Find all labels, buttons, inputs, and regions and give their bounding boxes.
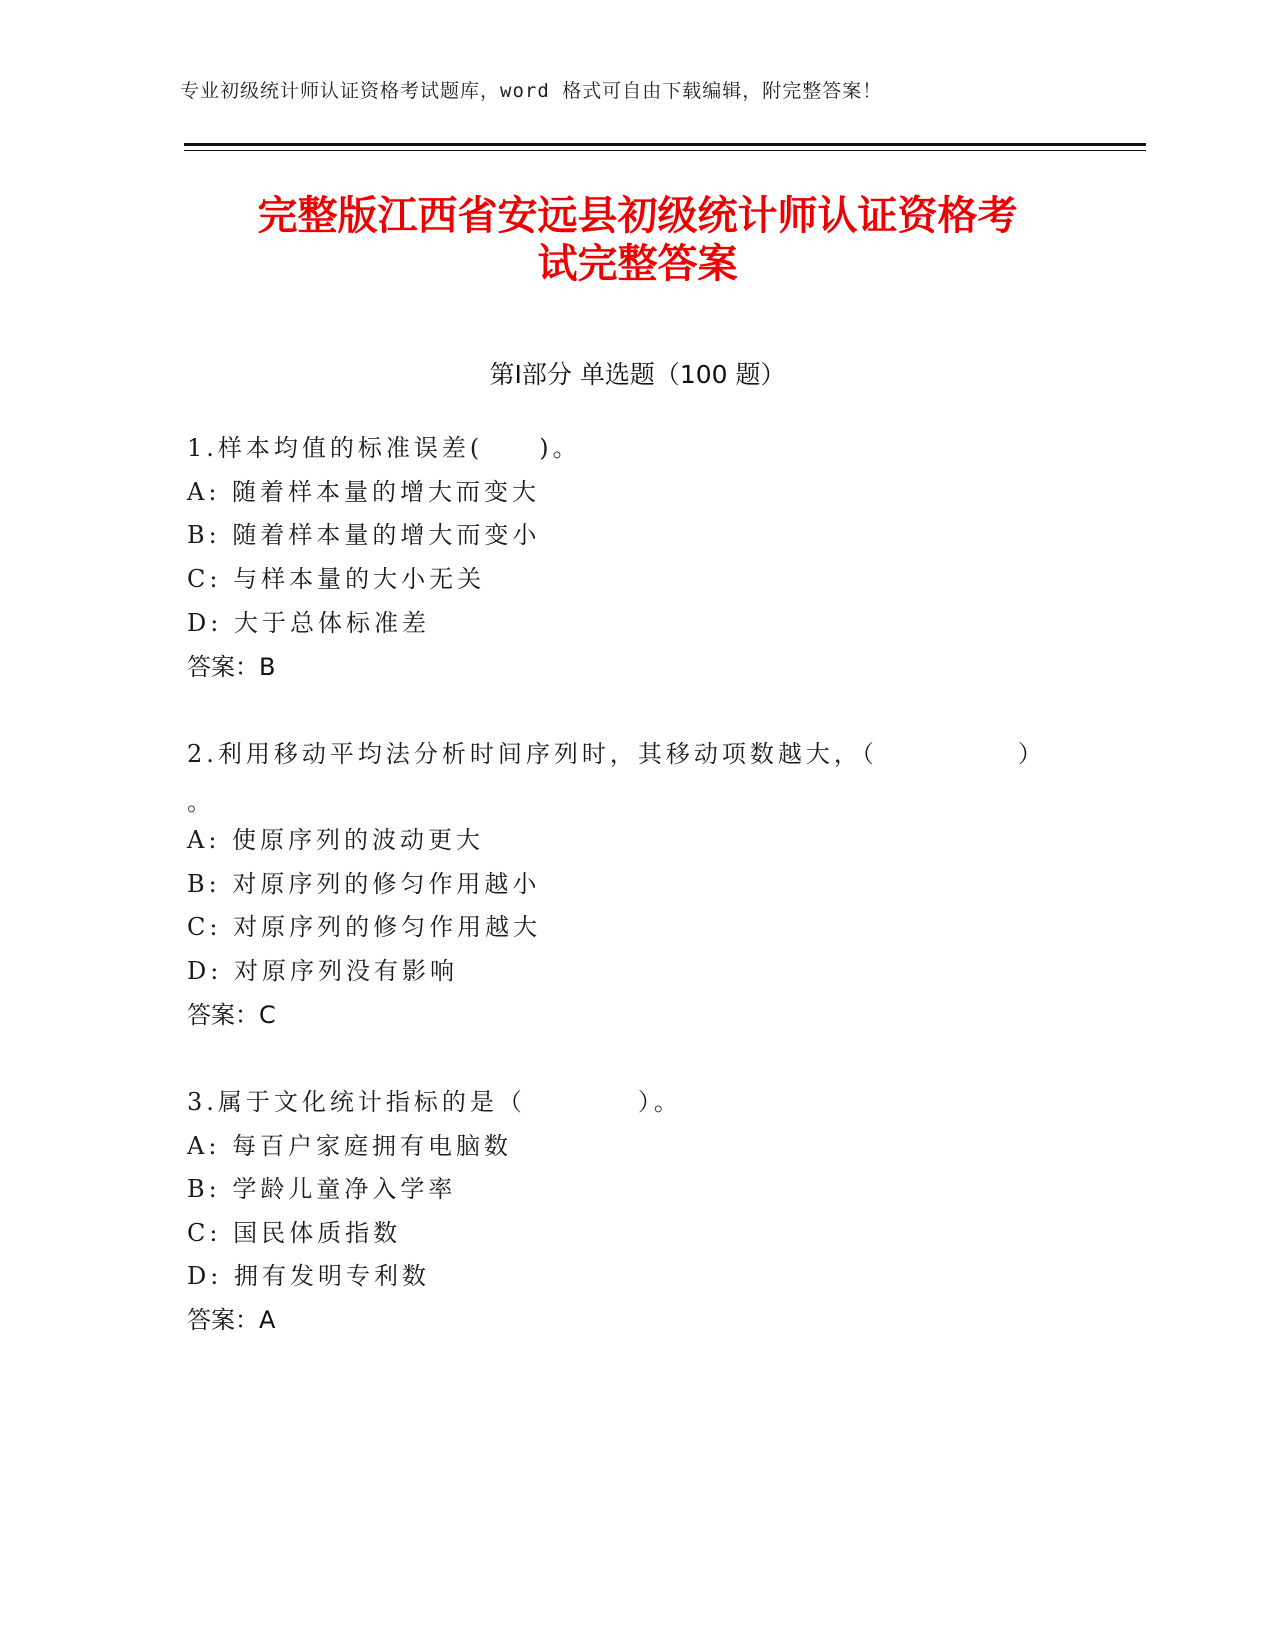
question-2-stem-cont: 。 xyxy=(187,788,215,816)
question-3-stem: 3.属于文化统计指标的是（ ）。 xyxy=(187,1088,682,1116)
section-heading: 第Ⅰ部分 单选题（100 题） xyxy=(489,360,786,389)
question-3-answer: 答案：A xyxy=(187,1306,276,1334)
question-1-stem: 1.样本均值的标准误差( )。 xyxy=(187,434,581,462)
question-3-option-b: B: 学龄儿童净入学率 xyxy=(187,1175,457,1203)
question-1-option-b: B: 随着样本量的增大而变小 xyxy=(187,521,541,549)
question-2-stem: 2.利用移动平均法分析时间序列时，其移动项数越大，（ ） xyxy=(187,740,1046,768)
question-3-option-a: A: 每百户家庭拥有电脑数 xyxy=(187,1132,513,1160)
title-line-2: 试完整答案 xyxy=(537,241,738,287)
header-rule-thick xyxy=(184,143,1146,146)
question-2-answer: 答案：C xyxy=(187,1001,276,1029)
question-1-option-c: C: 与样本量的大小无关 xyxy=(187,565,486,593)
question-3-option-c: C: 国民体质指数 xyxy=(187,1219,402,1247)
question-1-answer: 答案：B xyxy=(187,653,276,681)
question-2-option-a: A: 使原序列的波动更大 xyxy=(187,826,485,854)
question-2-option-d: D: 对原序列没有影响 xyxy=(187,957,458,985)
question-2-option-b: B: 对原序列的修匀作用越小 xyxy=(187,870,541,898)
question-2-option-c: C: 对原序列的修匀作用越大 xyxy=(187,913,542,941)
header-note: 专业初级统计师认证资格考试题库，word 格式可自由下载编辑，附完整答案！ xyxy=(180,80,883,102)
question-1-option-a: A: 随着样本量的增大而变大 xyxy=(187,478,541,506)
question-3-option-d: D: 拥有发明专利数 xyxy=(187,1262,430,1290)
title-line-1: 完整版江西省安远县初级统计师认证资格考 xyxy=(257,193,1018,239)
document-title xyxy=(150,192,1125,288)
question-1-option-d: D: 大于总体标准差 xyxy=(187,609,430,637)
header-rule-thin xyxy=(184,150,1146,151)
